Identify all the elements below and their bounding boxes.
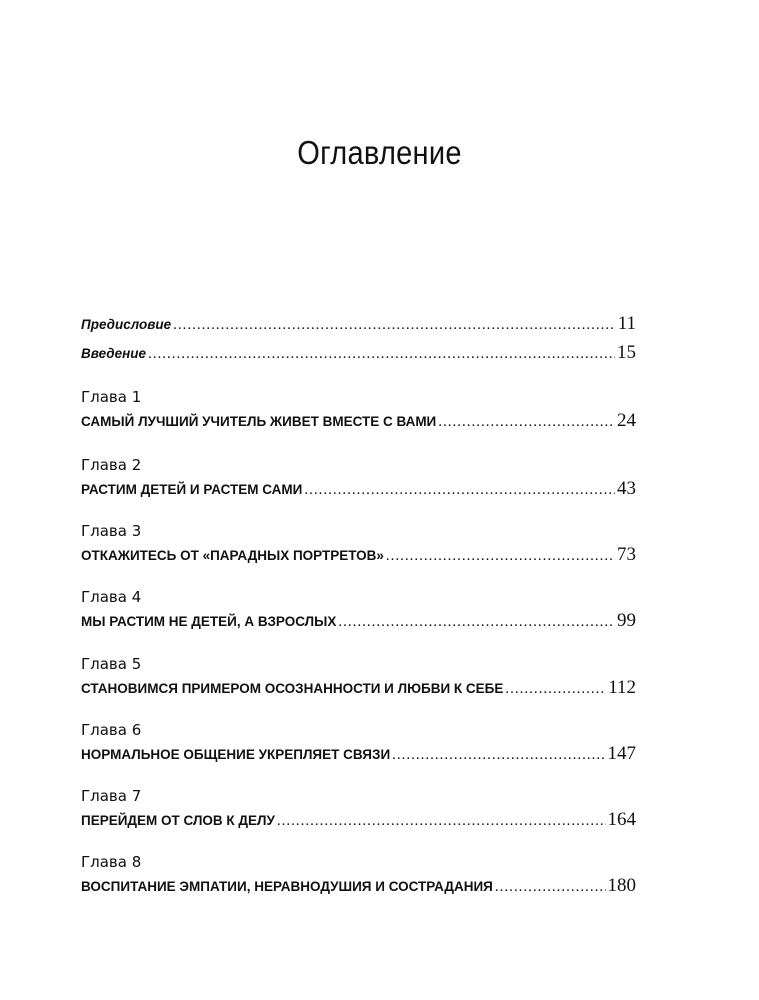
page-number: 73 (617, 544, 636, 565)
toc-entry-introduction (81, 342, 636, 364)
toc-entry-chapter-5 (81, 654, 636, 699)
entry-title: Предисловие (81, 317, 172, 332)
toc-entry-chapter-7 (81, 786, 636, 831)
chapter-label: Глава 2 (81, 456, 142, 474)
dot-leader (338, 614, 615, 631)
toc-entry-chapter-4 (81, 587, 636, 632)
dot-leader (304, 482, 615, 499)
dot-leader (505, 681, 606, 698)
dot-leader (148, 346, 615, 363)
page-number: 147 (607, 743, 636, 764)
dot-leader (277, 813, 606, 830)
toc-entry-chapter-1 (81, 387, 636, 432)
page-number: 180 (607, 875, 636, 896)
page-number: 15 (617, 342, 636, 363)
toc-entry-preface (81, 313, 636, 335)
page-number: 112 (608, 677, 636, 698)
chapter-label: Глава 3 (81, 522, 142, 540)
chapter-label: Глава 4 (81, 588, 142, 606)
page-number: 24 (617, 410, 636, 431)
page-number: 99 (617, 610, 636, 631)
page-number: 164 (607, 809, 636, 830)
chapter-title: РАСТИМ ДЕТЕЙ И РАСТЕМ САМИ (81, 482, 303, 497)
toc-entry-chapter-3 (81, 521, 636, 566)
toc-entry-chapter-6 (81, 720, 636, 765)
chapter-title: СТАНОВИМСЯ ПРИМЕРОМ ОСОЗНАННОСТИ И ЛЮБВИ К СЕБЕ (81, 681, 504, 696)
toc-entry-chapter-8 (81, 852, 636, 897)
dot-leader (438, 414, 615, 431)
chapter-title: САМЫЙ ЛУЧШИЙ УЧИТЕЛЬ ЖИВЕТ ВМЕСТЕ С ВАМИ (81, 414, 437, 429)
chapter-title: МЫ РАСТИМ НЕ ДЕТЕЙ, А ВЗРОСЛЫХ (81, 614, 337, 629)
page-number: 11 (617, 313, 636, 334)
chapter-label: Глава 5 (81, 655, 142, 673)
entry-title: Введение (81, 346, 147, 361)
dot-leader (392, 747, 605, 764)
chapter-title: НОРМАЛЬНОЕ ОБЩЕНИЕ УКРЕПЛЯЕТ СВЯЗИ (81, 747, 391, 762)
chapter-title: ПЕРЕЙДЕМ ОТ СЛОВ К ДЕЛУ (81, 813, 275, 828)
dot-leader (386, 548, 615, 565)
chapter-label: Глава 6 (81, 721, 142, 739)
page-title: Оглавление (297, 134, 462, 172)
chapter-title: ВОСПИТАНИЕ ЭМПАТИИ, НЕРАВНОДУШИЯ И СОСТРАДАНИЯ (81, 879, 493, 894)
chapter-label: Глава 8 (81, 853, 142, 871)
chapter-title: ОТКАЖИТЕСЬ ОТ «ПАРАДНЫХ ПОРТРЕТОВ» (81, 548, 384, 563)
page-number: 43 (617, 478, 636, 499)
chapter-label: Глава 1 (81, 388, 142, 406)
toc-entry-chapter-2 (81, 455, 636, 500)
dot-leader (173, 317, 616, 334)
dot-leader (495, 879, 606, 896)
chapter-label: Глава 7 (81, 787, 142, 805)
